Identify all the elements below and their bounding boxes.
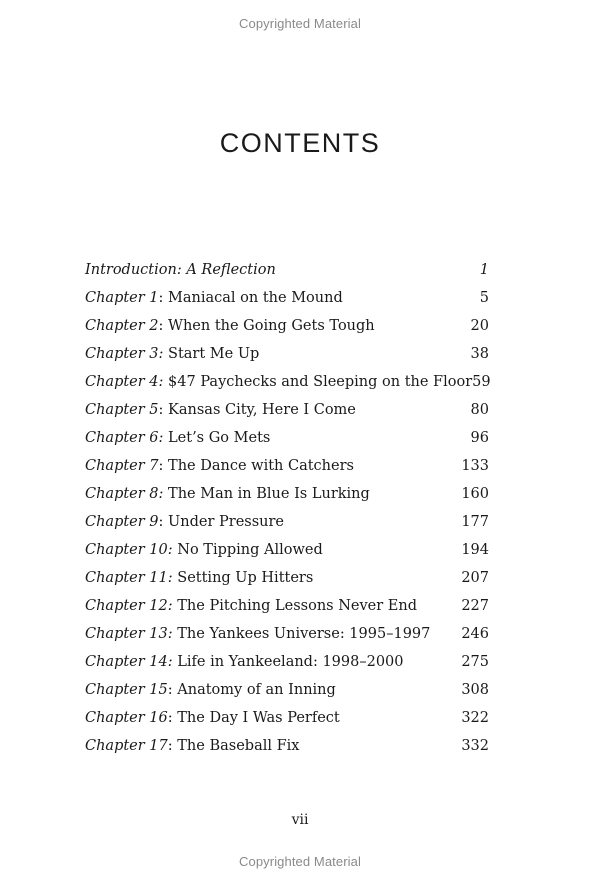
toc-page-number: 246 bbox=[461, 626, 489, 642]
folio-page-number: vii bbox=[291, 812, 309, 828]
toc-entry-text bbox=[85, 340, 259, 368]
toc-chapter-title: The Day I Was Perfect bbox=[177, 710, 340, 726]
toc-page-number: 227 bbox=[461, 598, 489, 614]
toc-entry-text bbox=[85, 620, 430, 648]
toc-chapter-title: The Man in Blue Is Lurking bbox=[168, 486, 370, 502]
toc-entry-text bbox=[85, 564, 313, 592]
toc-chapter-title: Life in Yankeeland: 1998–2000 bbox=[177, 654, 404, 670]
toc-page-number: 322 bbox=[461, 710, 489, 726]
toc-separator: : bbox=[158, 402, 164, 418]
toc-entry-text bbox=[85, 424, 270, 452]
toc-chapter-title: Under Pressure bbox=[168, 514, 285, 530]
toc-page-number: 1 bbox=[479, 262, 489, 278]
toc-entry bbox=[85, 396, 489, 424]
toc-entry-text bbox=[85, 704, 340, 732]
toc-entry bbox=[85, 312, 489, 340]
toc-chapter-label: Chapter 6: bbox=[85, 430, 164, 446]
toc-chapter-label: Chapter 2 bbox=[85, 318, 159, 334]
toc-chapter-label: Chapter 13: bbox=[85, 626, 173, 642]
toc-chapter-title: Start Me Up bbox=[168, 346, 260, 362]
toc-entry bbox=[85, 676, 489, 704]
toc-entry-text bbox=[85, 452, 354, 480]
toc-chapter-title: A Reflection bbox=[186, 262, 276, 278]
toc-entry-text bbox=[85, 536, 323, 564]
toc-chapter-label: Chapter 9 bbox=[85, 514, 159, 530]
toc-page-number: 96 bbox=[470, 430, 489, 446]
toc-entry bbox=[85, 564, 489, 592]
toc-chapter-label: Chapter 5 bbox=[85, 402, 159, 418]
toc-separator: : bbox=[158, 318, 164, 334]
table-of-contents bbox=[85, 256, 489, 760]
toc-entry bbox=[85, 732, 489, 760]
toc-entry-text bbox=[85, 312, 375, 340]
toc-entry bbox=[85, 704, 489, 732]
toc-chapter-title: Maniacal on the Mound bbox=[168, 290, 343, 306]
toc-entry bbox=[85, 256, 489, 284]
toc-entry bbox=[85, 592, 489, 620]
toc-chapter-label: Chapter 7 bbox=[85, 458, 159, 474]
toc-entry-text bbox=[85, 676, 336, 704]
toc-chapter-label: Chapter 12: bbox=[85, 598, 173, 614]
toc-entry bbox=[85, 284, 489, 312]
toc-page-number: 207 bbox=[461, 570, 489, 586]
toc-chapter-label: Chapter 15 bbox=[85, 682, 168, 698]
toc-entry-text bbox=[85, 648, 404, 676]
toc-chapter-title: The Baseball Fix bbox=[177, 738, 300, 754]
toc-entry bbox=[85, 648, 489, 676]
toc-page-number: 59 bbox=[472, 374, 491, 390]
toc-chapter-label: Introduction: bbox=[85, 262, 182, 278]
toc-chapter-title: When the Going Gets Tough bbox=[168, 318, 375, 334]
page-title: CONTENTS bbox=[219, 128, 381, 158]
toc-chapter-title: $47 Paychecks and Sleeping on the Floor bbox=[168, 374, 473, 390]
toc-chapter-label: Chapter 8: bbox=[85, 486, 164, 502]
toc-page-number: 160 bbox=[461, 486, 489, 502]
toc-chapter-label: Chapter 10: bbox=[85, 542, 173, 558]
toc-entry bbox=[85, 424, 489, 452]
toc-entry-text bbox=[85, 480, 370, 508]
toc-separator: : bbox=[167, 738, 173, 754]
toc-page-number: 80 bbox=[470, 402, 489, 418]
toc-entry-text bbox=[85, 396, 356, 424]
toc-separator: : bbox=[158, 290, 164, 306]
toc-chapter-label: Chapter 16 bbox=[85, 710, 168, 726]
toc-chapter-label: Chapter 4: bbox=[85, 374, 164, 390]
toc-entry-text bbox=[85, 284, 343, 312]
toc-entry-text bbox=[85, 732, 299, 760]
toc-entry-text bbox=[85, 368, 472, 396]
toc-chapter-label: Chapter 11: bbox=[85, 570, 173, 586]
toc-page-number: 177 bbox=[461, 514, 489, 530]
toc-page-number: 133 bbox=[461, 458, 489, 474]
toc-entry-text bbox=[85, 508, 284, 536]
toc-page-number: 332 bbox=[461, 738, 489, 754]
toc-chapter-label: Chapter 1 bbox=[85, 290, 159, 306]
toc-entry bbox=[85, 368, 489, 396]
toc-chapter-label: Chapter 14: bbox=[85, 654, 173, 670]
toc-separator: : bbox=[167, 710, 173, 726]
toc-chapter-title: Setting Up Hitters bbox=[177, 570, 314, 586]
copyright-watermark-bottom: Copyrighted Material bbox=[239, 854, 361, 869]
toc-entry bbox=[85, 536, 489, 564]
toc-entry bbox=[85, 480, 489, 508]
toc-separator: : bbox=[158, 514, 164, 530]
toc-chapter-title: The Dance with Catchers bbox=[168, 458, 354, 474]
toc-entry bbox=[85, 340, 489, 368]
toc-entry-text bbox=[85, 256, 276, 284]
toc-separator: : bbox=[158, 458, 164, 474]
toc-chapter-title: Let’s Go Mets bbox=[168, 430, 271, 446]
toc-chapter-label: Chapter 17 bbox=[85, 738, 168, 754]
toc-chapter-title: Anatomy of an Inning bbox=[177, 682, 336, 698]
copyright-watermark-top: Copyrighted Material bbox=[239, 16, 361, 31]
toc-chapter-title: Kansas City, Here I Come bbox=[168, 402, 356, 418]
toc-entry bbox=[85, 508, 489, 536]
toc-chapter-label: Chapter 3: bbox=[85, 346, 164, 362]
toc-page-number: 275 bbox=[461, 654, 489, 670]
toc-page-number: 194 bbox=[461, 542, 489, 558]
toc-entry bbox=[85, 620, 489, 648]
toc-chapter-title: The Yankees Universe: 1995–1997 bbox=[177, 626, 431, 642]
toc-chapter-title: The Pitching Lessons Never End bbox=[177, 598, 418, 614]
toc-page-number: 20 bbox=[470, 318, 489, 334]
toc-entry bbox=[85, 452, 489, 480]
toc-entry-text bbox=[85, 592, 417, 620]
toc-separator: : bbox=[167, 682, 173, 698]
toc-chapter-title: No Tipping Allowed bbox=[177, 542, 323, 558]
toc-page-number: 38 bbox=[470, 346, 489, 362]
toc-page-number: 5 bbox=[479, 290, 489, 306]
toc-page-number: 308 bbox=[461, 682, 489, 698]
